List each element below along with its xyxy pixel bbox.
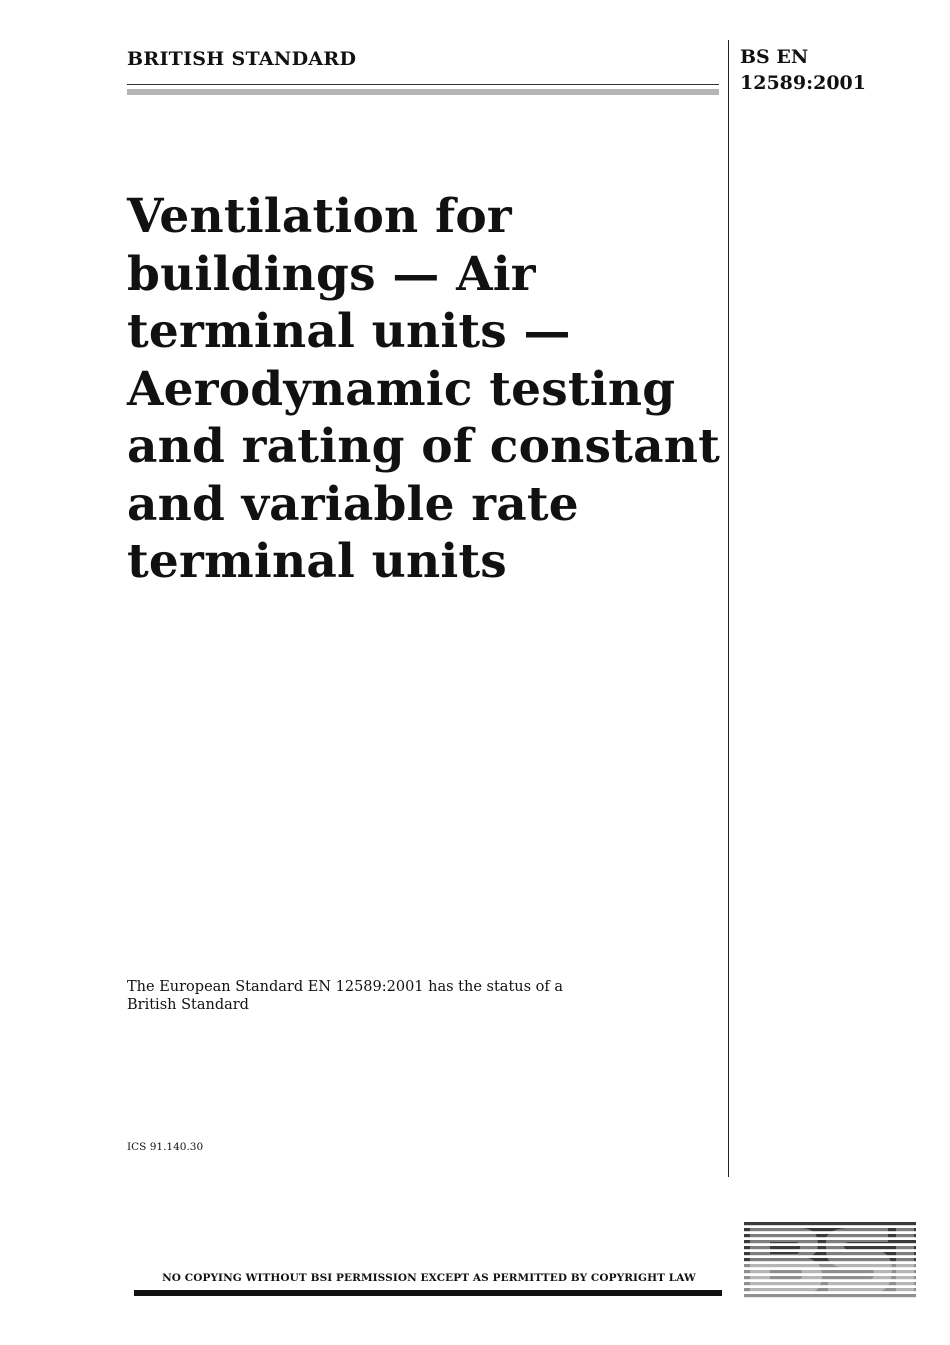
standard-number-line2: 12589:2001 <box>740 72 866 94</box>
title-line: terminal units <box>127 534 507 589</box>
status-note-line1: The European Standard EN 12589:2001 has the status of a <box>127 979 564 995</box>
status-note-line2: British Standard <box>127 997 249 1013</box>
vertical-divider <box>728 40 729 1177</box>
title-line: Ventilation for <box>127 189 512 244</box>
title-line: and rating of constant <box>127 419 721 474</box>
standard-number-line1: BS EN <box>740 46 809 68</box>
footer-rule <box>134 1290 722 1296</box>
title-line: terminal units — <box>127 304 571 359</box>
title-line: buildings — Air <box>127 246 536 302</box>
standard-number <box>740 44 940 96</box>
document-type-label: BRITISH STANDARD <box>127 48 357 70</box>
bsi-logo <box>744 1222 916 1300</box>
header-rule-thin <box>127 84 719 85</box>
ics-code: ICS 91.140.30 <box>127 1141 204 1153</box>
document-title <box>127 188 721 591</box>
status-note <box>127 978 607 1014</box>
title-line: and variable rate <box>127 476 579 532</box>
title-line: Aerodynamic testing <box>127 361 676 417</box>
header-rule-grey <box>127 89 719 95</box>
copyright-notice: NO COPYING WITHOUT BSI PERMISSION EXCEPT AS PERMITTED BY COPYRIGHT LAW <box>162 1272 696 1284</box>
